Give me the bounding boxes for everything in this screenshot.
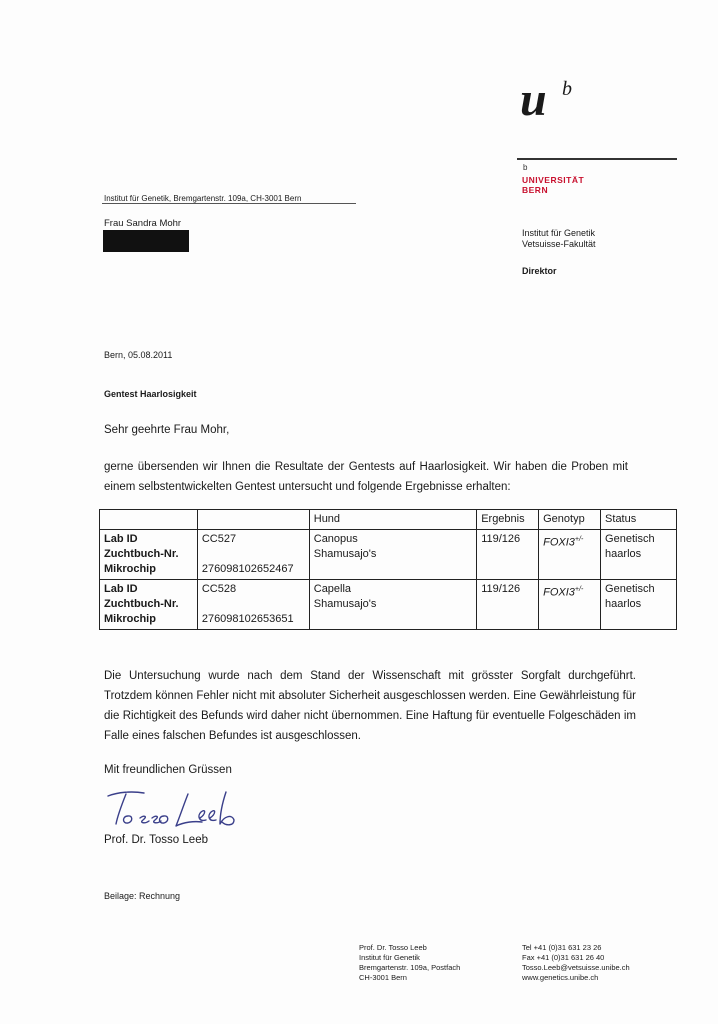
attachment-note: Beilage: Rechnung [104, 891, 181, 901]
table-header-empty [197, 510, 309, 530]
sender-line: Institut für Genetik, Bremgartenstr. 109a, CH-3001 Bern [104, 194, 302, 203]
status-line1: Genetisch [605, 533, 655, 545]
status-line2: haarlos [605, 598, 642, 610]
footer-fax: Fax +41 (0)31 631 26 40 [522, 953, 605, 962]
greeting: Mit freundlichen Grüssen [104, 764, 232, 776]
footer-contact [522, 943, 630, 983]
footer-phone: Tel +41 (0)31 631 23 26 [522, 943, 602, 952]
lab-id-value: CC527 [201, 533, 237, 545]
table-header-hund: Hund [309, 510, 476, 530]
institute-role: Direktor [522, 266, 557, 276]
footer-address [359, 943, 460, 983]
status-line1: Genetisch [605, 583, 655, 595]
status-line2: haarlos [605, 548, 642, 560]
genotype-value: FOXI3 [543, 586, 575, 599]
genotype-value: FOXI3 [543, 536, 575, 549]
dog-name-cell [309, 530, 476, 580]
table-header-empty [100, 510, 198, 530]
label-lab-id: Lab ID [104, 533, 138, 545]
table-row [100, 580, 677, 630]
institute-block [522, 228, 596, 250]
logo-rule [517, 158, 677, 160]
recipient-name: Frau Sandra Mohr [104, 218, 182, 229]
university-name [522, 175, 584, 195]
dog-name-line2: Shamusajo's [313, 548, 377, 560]
label-mikrochip: Mikrochip [104, 613, 156, 625]
row-ids [197, 580, 309, 630]
footer-line: Bremgartenstr. 109a, Postfach [359, 963, 461, 972]
lab-id-value: CC528 [201, 583, 237, 595]
mikrochip-value: 276098102653651 [201, 613, 294, 625]
dog-name-line2: Shamusajo's [313, 598, 377, 610]
salutation: Sehr geehrte Frau Mohr, [104, 424, 230, 436]
table-header-status: Status [601, 510, 677, 530]
closing-paragraph: Die Untersuchung wurde nach dem Stand der Wissenschaft mit grösster Sorgfalt durchgeführt. Trotzdem können Fehler nicht mit absoluter Sicherheit ausgeschlossen werden. Eine Gewährleistung für die Richtigkeit des Befunds wird daher nicht übernommen. Eine Haftung für eventuelle Folgeschäden im Falle eines falschen Befundes ist ausgeschlossen. [104, 670, 636, 742]
footer-line: Institut für Genetik [359, 953, 420, 962]
institute-line2: Vetsuisse-Fakultät [522, 239, 596, 249]
university-line2: BERN [522, 185, 549, 195]
dog-name-line1: Capella [313, 583, 352, 595]
ergebnis-value: 119/126 [477, 580, 539, 630]
logo-u: u [520, 73, 547, 126]
results-table [99, 509, 677, 630]
genotype-superscript: +/- [574, 536, 584, 543]
ergebnis-value: 119/126 [477, 530, 539, 580]
dog-name-line1: Canopus [313, 533, 358, 545]
label-lab-id: Lab ID [104, 583, 138, 595]
dog-name-cell [309, 580, 476, 630]
row-labels [100, 530, 198, 580]
university-line1: UNIVERSITÄT [522, 175, 585, 185]
footer-website: www.genetics.unibe.ch [522, 973, 599, 982]
table-header-ergebnis: Ergebnis [477, 510, 539, 530]
zuchtbuch-empty [202, 547, 305, 562]
status-cell [601, 530, 677, 580]
logo-b-superscript: b [562, 78, 572, 100]
zuchtbuch-empty [202, 597, 305, 612]
letter-date: Bern, 05.08.2011 [104, 350, 173, 360]
label-mikrochip: Mikrochip [104, 563, 156, 575]
footer-line: Prof. Dr. Tosso Leeb [359, 943, 427, 952]
row-ids [197, 530, 309, 580]
letter-subject: Gentest Haarlosigkeit [104, 389, 197, 399]
label-zuchtbuch: Zuchtbuch-Nr. [104, 548, 179, 560]
row-labels [100, 580, 198, 630]
sender-rule [102, 203, 356, 204]
intro-paragraph: gerne übersenden wir Ihnen die Resultate der Gentests auf Haarlosigkeit. Wir haben die Proben mit einem selbstentwickelten Gentest untersucht und folgende Ergebnisse erhalten: [104, 461, 628, 493]
redaction-bar [103, 230, 189, 252]
table-row [100, 530, 677, 580]
footer-email: Tosso.Leeb@vetsuisse.unibe.ch [522, 963, 630, 972]
footer-line: CH-3001 Bern [359, 973, 407, 982]
genotype-cell [539, 580, 601, 630]
institute-line1: Institut für Genetik [522, 228, 596, 238]
label-zuchtbuch: Zuchtbuch-Nr. [104, 598, 179, 610]
mikrochip-value: 276098102652467 [201, 563, 294, 575]
table-header-row [100, 510, 677, 530]
signatory-name: Prof. Dr. Tosso Leeb [104, 834, 208, 846]
status-cell [601, 580, 677, 630]
genotype-superscript: +/- [574, 586, 584, 593]
genotype-cell [539, 530, 601, 580]
logo-small-b: b [523, 163, 528, 172]
table-header-genotyp: Genotyp [539, 510, 601, 530]
handwritten-signature [104, 788, 254, 832]
